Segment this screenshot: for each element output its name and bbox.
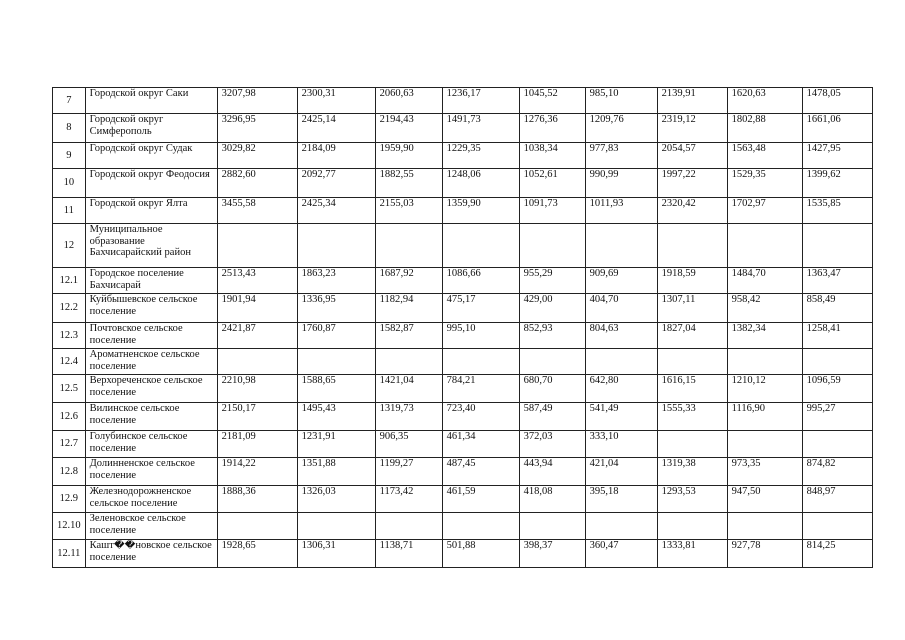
value-cell: 1173,42 [375, 486, 442, 513]
value-cell: 1427,95 [802, 143, 872, 169]
value-cell: 487,45 [442, 458, 519, 486]
municipality-name: Зеленовское сельское поселение [85, 513, 217, 540]
value-cell [727, 513, 802, 540]
row-number: 9 [53, 143, 86, 169]
value-cell [375, 513, 442, 540]
value-cell: 2320,42 [657, 198, 727, 224]
value-cell: 1802,88 [727, 114, 802, 143]
value-cell: 1918,59 [657, 268, 727, 294]
value-cell: 587,49 [519, 403, 585, 431]
value-cell: 909,69 [585, 268, 657, 294]
row-number: 12.1 [53, 268, 86, 294]
table-row [53, 540, 873, 568]
value-cell: 1959,90 [375, 143, 442, 169]
value-cell: 1351,88 [297, 458, 375, 486]
value-cell: 1086,66 [442, 268, 519, 294]
municipality-name: Ароматненское сельское поселение [85, 349, 217, 375]
value-cell: 1045,52 [519, 88, 585, 114]
value-cell: 2300,31 [297, 88, 375, 114]
value-cell: 906,35 [375, 431, 442, 458]
value-cell: 874,82 [802, 458, 872, 486]
value-cell: 421,04 [585, 458, 657, 486]
value-cell: 852,93 [519, 323, 585, 349]
row-number: 12.11 [53, 540, 86, 568]
municipality-name: Городской округ Симферополь [85, 114, 217, 143]
value-cell [217, 224, 297, 268]
value-cell [727, 224, 802, 268]
value-cell [442, 224, 519, 268]
value-cell: 395,18 [585, 486, 657, 513]
municipality-name: Кашт��новское сельское поселение [85, 540, 217, 568]
value-cell: 1333,81 [657, 540, 727, 568]
value-cell: 541,49 [585, 403, 657, 431]
tariff-table [52, 87, 873, 568]
value-cell [585, 224, 657, 268]
value-cell: 2210,98 [217, 375, 297, 403]
municipality-name: Железнодорожненское сельское поселение [85, 486, 217, 513]
value-cell: 2150,17 [217, 403, 297, 431]
value-cell: 995,10 [442, 323, 519, 349]
value-cell: 1702,97 [727, 198, 802, 224]
value-cell: 1319,38 [657, 458, 727, 486]
value-cell [519, 513, 585, 540]
value-cell [802, 349, 872, 375]
value-cell: 1116,90 [727, 403, 802, 431]
value-cell [217, 513, 297, 540]
value-cell: 3455,58 [217, 198, 297, 224]
value-cell: 985,10 [585, 88, 657, 114]
municipality-name: Почтовское сельское поселение [85, 323, 217, 349]
table-row [53, 88, 873, 114]
value-cell: 2181,09 [217, 431, 297, 458]
value-cell [375, 349, 442, 375]
value-cell: 1307,11 [657, 294, 727, 323]
value-cell [375, 224, 442, 268]
municipality-name: Верхореченское сельское поселение [85, 375, 217, 403]
table-row [53, 169, 873, 198]
value-cell: 1038,34 [519, 143, 585, 169]
value-cell: 995,27 [802, 403, 872, 431]
value-cell: 947,50 [727, 486, 802, 513]
value-cell: 1421,04 [375, 375, 442, 403]
municipality-name: Городское поселение Бахчисарай [85, 268, 217, 294]
value-cell: 461,34 [442, 431, 519, 458]
value-cell: 1882,55 [375, 169, 442, 198]
value-cell: 2513,43 [217, 268, 297, 294]
municipality-name: Вилинское сельское поселение [85, 403, 217, 431]
value-cell: 443,94 [519, 458, 585, 486]
value-cell: 1888,36 [217, 486, 297, 513]
value-cell: 1529,35 [727, 169, 802, 198]
value-cell [802, 513, 872, 540]
value-cell [519, 224, 585, 268]
value-cell [585, 513, 657, 540]
value-cell: 1914,22 [217, 458, 297, 486]
value-cell [297, 224, 375, 268]
value-cell: 2155,03 [375, 198, 442, 224]
value-cell: 2882,60 [217, 169, 297, 198]
value-cell: 1555,33 [657, 403, 727, 431]
value-cell: 1491,73 [442, 114, 519, 143]
value-cell: 3207,98 [217, 88, 297, 114]
table-row [53, 268, 873, 294]
value-cell: 1563,48 [727, 143, 802, 169]
value-cell: 1326,03 [297, 486, 375, 513]
table-row [53, 198, 873, 224]
value-cell: 475,17 [442, 294, 519, 323]
value-cell: 1231,91 [297, 431, 375, 458]
value-cell: 1687,92 [375, 268, 442, 294]
row-number: 12.7 [53, 431, 86, 458]
value-cell: 1495,43 [297, 403, 375, 431]
row-number: 12.6 [53, 403, 86, 431]
value-cell [585, 349, 657, 375]
row-number: 12.3 [53, 323, 86, 349]
value-cell: 1928,65 [217, 540, 297, 568]
value-cell: 1229,35 [442, 143, 519, 169]
value-cell: 3296,95 [217, 114, 297, 143]
table-row [53, 431, 873, 458]
value-cell [217, 349, 297, 375]
value-cell: 398,37 [519, 540, 585, 568]
value-cell: 1620,63 [727, 88, 802, 114]
value-cell: 1276,36 [519, 114, 585, 143]
value-cell: 1306,31 [297, 540, 375, 568]
value-cell: 1248,06 [442, 169, 519, 198]
table-row [53, 323, 873, 349]
value-cell: 1258,41 [802, 323, 872, 349]
value-cell [297, 349, 375, 375]
value-cell [727, 431, 802, 458]
municipality-name: Городской округ Судак [85, 143, 217, 169]
value-cell: 1138,71 [375, 540, 442, 568]
value-cell: 848,97 [802, 486, 872, 513]
value-cell: 680,70 [519, 375, 585, 403]
value-cell [519, 349, 585, 375]
value-cell: 1582,87 [375, 323, 442, 349]
row-number: 12.4 [53, 349, 86, 375]
value-cell: 1236,17 [442, 88, 519, 114]
value-cell: 1901,94 [217, 294, 297, 323]
value-cell: 429,00 [519, 294, 585, 323]
row-number: 12.2 [53, 294, 86, 323]
value-cell: 2194,43 [375, 114, 442, 143]
value-cell: 927,78 [727, 540, 802, 568]
value-cell: 360,47 [585, 540, 657, 568]
table-row [53, 349, 873, 375]
value-cell: 1091,73 [519, 198, 585, 224]
value-cell: 973,35 [727, 458, 802, 486]
row-number: 12.5 [53, 375, 86, 403]
row-number: 12.10 [53, 513, 86, 540]
municipality-name: Долинненское сельское поселение [85, 458, 217, 486]
value-cell: 461,59 [442, 486, 519, 513]
municipality-name: Городской округ Ялта [85, 198, 217, 224]
value-cell: 1478,05 [802, 88, 872, 114]
value-cell: 1199,27 [375, 458, 442, 486]
value-cell: 1319,73 [375, 403, 442, 431]
value-cell: 1209,76 [585, 114, 657, 143]
value-cell: 501,88 [442, 540, 519, 568]
table-row [53, 375, 873, 403]
value-cell [657, 224, 727, 268]
value-cell: 2425,14 [297, 114, 375, 143]
value-cell: 1210,12 [727, 375, 802, 403]
table-body [53, 88, 873, 568]
value-cell [442, 513, 519, 540]
row-number: 11 [53, 198, 86, 224]
row-number: 10 [53, 169, 86, 198]
value-cell: 1052,61 [519, 169, 585, 198]
value-cell: 1535,85 [802, 198, 872, 224]
municipality-name: Городской округ Саки [85, 88, 217, 114]
municipality-name: Городской округ Феодосия [85, 169, 217, 198]
value-cell: 1863,23 [297, 268, 375, 294]
value-cell: 1336,95 [297, 294, 375, 323]
value-cell: 723,40 [442, 403, 519, 431]
row-number: 12.8 [53, 458, 86, 486]
row-number: 12 [53, 224, 86, 268]
value-cell: 2060,63 [375, 88, 442, 114]
row-number: 7 [53, 88, 86, 114]
value-cell [657, 349, 727, 375]
value-cell: 1661,06 [802, 114, 872, 143]
value-cell: 2184,09 [297, 143, 375, 169]
value-cell: 2421,87 [217, 323, 297, 349]
table-row [53, 294, 873, 323]
value-cell [297, 513, 375, 540]
value-cell: 3029,82 [217, 143, 297, 169]
table-row [53, 513, 873, 540]
value-cell: 1616,15 [657, 375, 727, 403]
value-cell: 2139,91 [657, 88, 727, 114]
value-cell: 1484,70 [727, 268, 802, 294]
value-cell: 2319,12 [657, 114, 727, 143]
value-cell: 404,70 [585, 294, 657, 323]
value-cell [802, 224, 872, 268]
value-cell: 804,63 [585, 323, 657, 349]
value-cell: 1760,87 [297, 323, 375, 349]
value-cell [727, 349, 802, 375]
row-number: 12.9 [53, 486, 86, 513]
value-cell: 958,42 [727, 294, 802, 323]
row-number: 8 [53, 114, 86, 143]
municipality-name: Муниципальное образование Бахчисарайский район [85, 224, 217, 268]
value-cell: 955,29 [519, 268, 585, 294]
value-cell [442, 349, 519, 375]
value-cell: 990,99 [585, 169, 657, 198]
value-cell: 2425,34 [297, 198, 375, 224]
value-cell: 1359,90 [442, 198, 519, 224]
value-cell [657, 431, 727, 458]
table-row [53, 486, 873, 513]
municipality-name: Голубинское сельское поселение [85, 431, 217, 458]
value-cell: 1827,04 [657, 323, 727, 349]
value-cell: 1096,59 [802, 375, 872, 403]
value-cell: 418,08 [519, 486, 585, 513]
table-row [53, 224, 873, 268]
value-cell: 2092,77 [297, 169, 375, 198]
municipality-name: Куйбышевское сельское поселение [85, 294, 217, 323]
value-cell: 642,80 [585, 375, 657, 403]
value-cell: 1399,62 [802, 169, 872, 198]
table-row [53, 114, 873, 143]
value-cell [802, 431, 872, 458]
value-cell: 784,21 [442, 375, 519, 403]
value-cell: 1011,93 [585, 198, 657, 224]
table-row [53, 403, 873, 431]
value-cell: 1363,47 [802, 268, 872, 294]
value-cell: 1182,94 [375, 294, 442, 323]
value-cell [657, 513, 727, 540]
value-cell: 333,10 [585, 431, 657, 458]
value-cell: 814,25 [802, 540, 872, 568]
value-cell: 858,49 [802, 294, 872, 323]
value-cell: 1588,65 [297, 375, 375, 403]
value-cell: 1293,53 [657, 486, 727, 513]
value-cell: 372,03 [519, 431, 585, 458]
table-row [53, 143, 873, 169]
value-cell: 977,83 [585, 143, 657, 169]
value-cell: 2054,57 [657, 143, 727, 169]
value-cell: 1382,34 [727, 323, 802, 349]
value-cell: 1997,22 [657, 169, 727, 198]
table-row [53, 458, 873, 486]
